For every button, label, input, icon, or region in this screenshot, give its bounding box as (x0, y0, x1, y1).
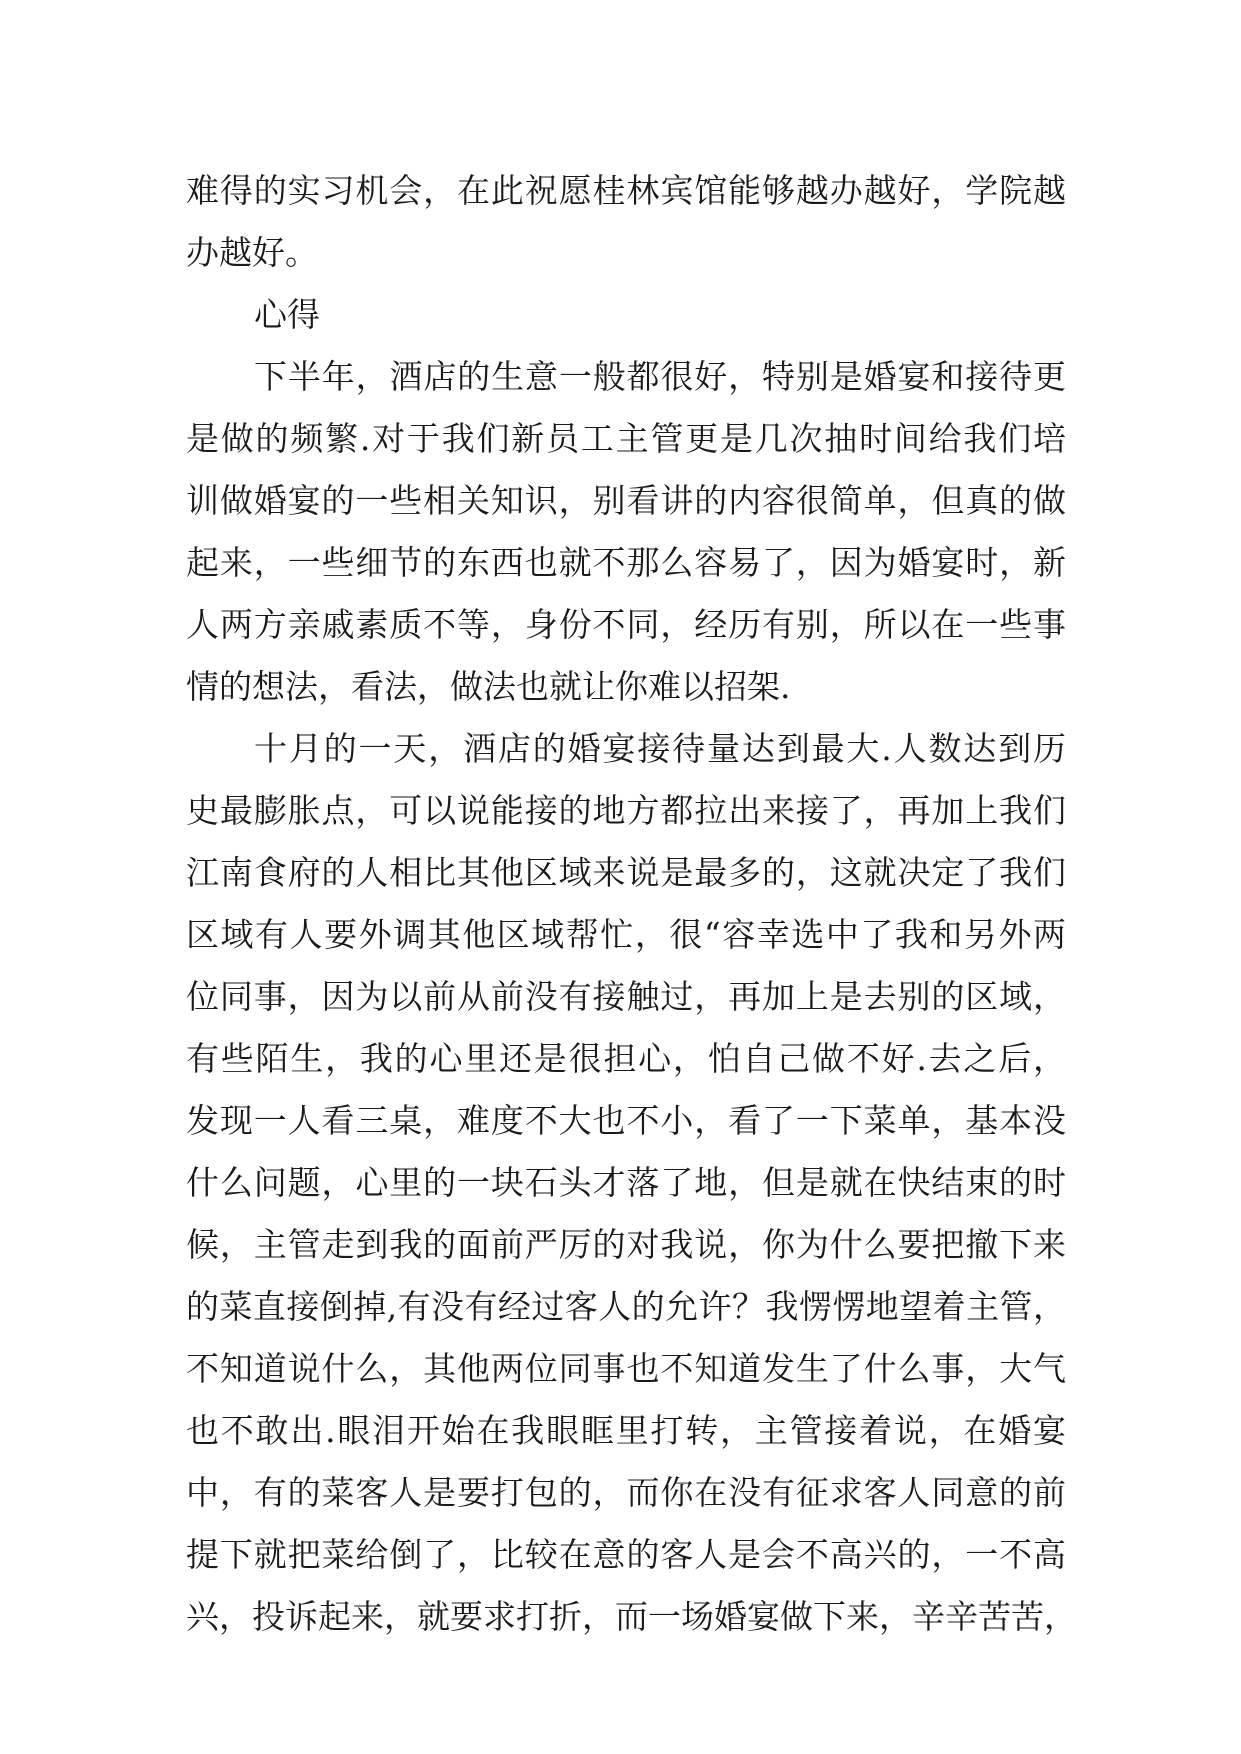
text-line: 也不敢出.眼泪开始在我眼眶里打转，主管接着说，在婚宴 (186, 1411, 1066, 1450)
text-line: 起来，一些细节的东西也就不那么容易了，因为婚宴时，新 (186, 543, 1066, 582)
text-line: 什么问题，心里的一块石头才落了地，但是就在快结束的时 (186, 1163, 1066, 1202)
text-line: 不知道说什么，其他两位同事也不知道发生了什么事，大气 (186, 1349, 1066, 1388)
text-line: 有些陌生，我的心里还是很担心，怕自己做不好.去之后， (186, 1039, 1066, 1078)
text-line: 训做婚宴的一些相关知识，别看讲的内容很简单，但真的做 (186, 481, 1066, 520)
text-line: 提下就把菜给倒了，比较在意的客人是会不高兴的，一不高 (186, 1535, 1066, 1574)
text-line: 下半年，酒店的生意一般都很好，特别是婚宴和接待更 (254, 357, 1066, 396)
body-text (186, 160, 1077, 1648)
text-line: 是做的频繁.对于我们新员工主管更是几次抽时间给我们培 (186, 419, 1066, 458)
text-line: 区域有人要外调其他区域帮忙，很“容幸选中了我和另外两 (186, 915, 1066, 954)
text-line: 人两方亲戚素质不等，身份不同，经历有别，所以在一些事 (186, 605, 1066, 644)
text-line: 的菜直接倒掉,有没有经过客人的允许？我愣愣地望着主管， (186, 1287, 1066, 1326)
text-line: 江南食府的人相比其他区域来说是最多的，这就决定了我们 (186, 853, 1066, 892)
text-line: 位同事，因为以前从前没有接触过，再加上是去别的区域， (186, 977, 1066, 1016)
text-line: 办越好。 (186, 233, 318, 272)
text-line: 发现一人看三桌，难度不大也不小，看了一下菜单，基本没 (186, 1101, 1066, 1140)
text-line: 情的想法，看法，做法也就让你难以招架. (186, 667, 791, 706)
text-line: 难得的实习机会，在此祝愿桂林宾馆能够越办越好，学院越 (186, 171, 1066, 210)
text-line: 心得 (254, 295, 320, 334)
text-line: 候，主管走到我的面前严厉的对我说，你为什么要把撤下来 (186, 1225, 1066, 1264)
text-line: 十月的一天，酒店的婚宴接待量达到最大.人数达到历 (254, 729, 1066, 768)
text-line: 兴，投诉起来，就要求打折，而一场婚宴做下来，辛辛苦苦， (186, 1597, 1077, 1636)
text-line: 中，有的菜客人是要打包的，而你在没有征求客人同意的前 (186, 1473, 1066, 1512)
text-line: 史最膨胀点，可以说能接的地方都拉出来接了，再加上我们 (186, 791, 1066, 830)
